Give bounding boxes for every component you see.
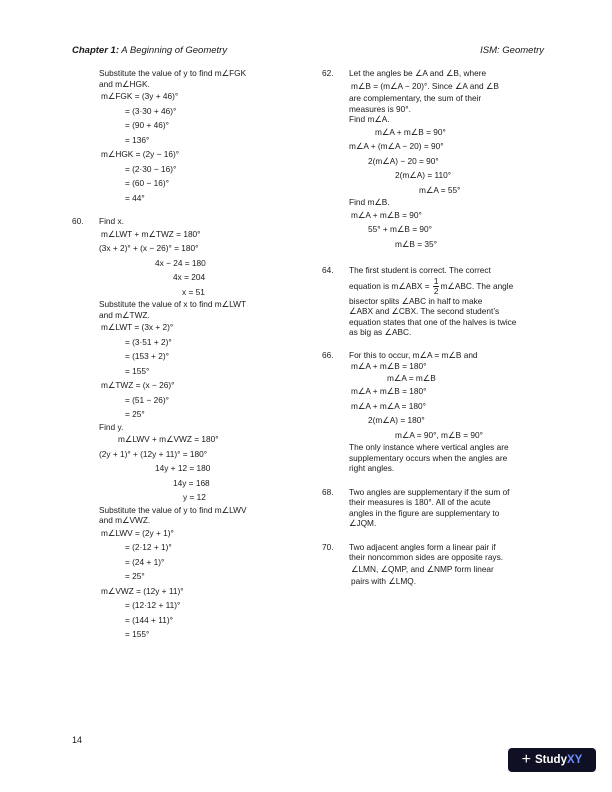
equation-line: m∠LWV = (2y + 1)° [101, 527, 174, 538]
equation-line: = 44° [125, 192, 145, 203]
text-line: For this to occur, m∠A = m∠B and [349, 349, 478, 360]
problem-64 [322, 265, 546, 338]
text-line: right angles. [349, 463, 395, 474]
equation-line: m∠HGK = (2y − 16)° [101, 149, 180, 159]
equation-prefix: equation is m∠ABX = [349, 280, 430, 291]
intro-line: and m∠VWZ. [99, 515, 151, 525]
equation-line: = (144 + 11)° [125, 614, 173, 625]
intro-line: Substitute the value of x to find m∠LWT [99, 299, 247, 309]
intro-line: and m∠TWZ. [99, 309, 150, 320]
plus-icon: + [521, 751, 532, 768]
text-line: Two angles are supplementary if the sum of [349, 486, 510, 497]
equation-line: = 25° [125, 409, 145, 419]
equation-line: 14y = 168 [173, 477, 210, 488]
fraction-denominator: 2 [433, 285, 439, 296]
equation-line: m∠A = 90°, m∠B = 90° [395, 429, 483, 440]
fraction-one-half [433, 277, 440, 296]
equation-line: m∠A = 55° [419, 184, 461, 195]
equation-line: m∠A + (m∠A − 20) = 90° [349, 141, 444, 151]
text-line: equation states that one of the halves is twice [349, 316, 517, 327]
equation-line: 4x − 24 = 180 [155, 257, 206, 268]
problem-number: 60. [72, 216, 84, 226]
equation-line: m∠A + m∠B = 90° [375, 126, 446, 137]
problem-60 [72, 216, 302, 642]
text-line: The only instance where vertical angles are [349, 442, 509, 453]
step-label: Find x. [99, 216, 124, 226]
equation-line: = (24 + 1)° [125, 556, 165, 567]
equation-line: m∠LWT = (3x + 2)° [101, 322, 174, 332]
step-label: Find m∠B. [349, 197, 390, 207]
problem-68 [322, 487, 546, 529]
intro-line: and m∠HGK. [99, 78, 150, 89]
equation-line: m∠A = m∠B [387, 373, 436, 384]
equation-line: m∠A + m∠B = 90° [351, 209, 422, 220]
text-line: ∠ABX and ∠CBX. The second student’s [349, 306, 500, 317]
equation-line: = (2·30 − 16)° [125, 163, 177, 174]
problem-number: 70. [322, 541, 334, 552]
text-line: ∠JQM. [349, 518, 377, 529]
equation-line: = (60 − 16)° [125, 178, 169, 188]
logo-text-xy: XY [566, 754, 583, 766]
equation-line: 2(m∠A) − 20 = 90° [368, 155, 439, 166]
equation-line: m∠FGK = (3y + 46)° [101, 91, 179, 101]
text-line: as big as ∠ABC. [349, 327, 412, 338]
equation-line: = (3·51 + 2)° [125, 336, 172, 347]
text-line: angles in the figure are supplementary to [349, 507, 500, 518]
problem-number: 62. [322, 68, 334, 78]
equation-line: (3x + 2)° + (x − 26)° = 180° [99, 243, 199, 253]
equation-line: m∠LWV + m∠VWZ = 180° [118, 434, 219, 444]
problem-number: 64. [322, 265, 334, 275]
equation-line: = (153 + 2)° [125, 351, 169, 361]
problem-number: 68. [322, 486, 334, 497]
text-line: are complementary, the sum of their [349, 93, 482, 103]
problem-62 [322, 68, 546, 251]
equation-line: = 155° [125, 629, 150, 639]
equation-line: m∠A + m∠A = 180° [351, 400, 426, 411]
text-line: ∠LMN, ∠QMP, and ∠NMP form linear [351, 563, 494, 574]
equation-line: m∠LWT + m∠TWZ = 180° [101, 228, 201, 239]
equation-line: x = 51 [182, 286, 205, 297]
equation-line: = 25° [125, 571, 145, 581]
left-column [72, 68, 302, 653]
text-line: their measures is 180°. All of the acute [349, 497, 491, 508]
problem-58-continued [72, 68, 302, 205]
problem-66 [322, 350, 546, 474]
equation-line: = (3·30 + 46)° [125, 105, 177, 116]
equation-line: m∠A + m∠B = 180° [351, 361, 427, 372]
equation-suffix: m∠ABC. The angle [440, 280, 514, 291]
step-label: Find y. [99, 421, 124, 432]
equation-line: 2(m∠A) = 180° [368, 415, 425, 426]
text-line: Let the angles be ∠A and ∠B, where [349, 68, 487, 78]
equation-line: m∠VWZ = (12y + 11)° [101, 585, 184, 596]
right-column [322, 68, 546, 598]
chapter-title: A Beginning of Geometry [121, 45, 228, 56]
chapter-label: Chapter 1: [72, 45, 119, 56]
equation-line: m∠B = 35° [395, 238, 437, 249]
equation-line: = (51 − 26)° [125, 394, 169, 405]
equation-line: 4x = 204 [173, 272, 206, 282]
page-header-chapter [72, 45, 227, 56]
logo-text-study: Study [535, 754, 567, 766]
text-line: pairs with ∠LMQ. [351, 575, 417, 586]
equation-line: (2y + 1)° + (12y + 11)° = 180° [99, 448, 208, 459]
equation-line: 55° + m∠B = 90° [368, 224, 432, 234]
fraction-numerator: 1 [433, 275, 439, 286]
equation-line: = (2·12 + 1)° [125, 542, 172, 552]
equation-line: = (12·12 + 11)° [125, 600, 181, 610]
equation-line: = 155° [125, 365, 150, 376]
text-line: m∠B = (m∠A − 20)°. Since ∠A and ∠B [351, 80, 499, 91]
text-line: their noncommon sides are opposite rays. [349, 552, 504, 563]
intro-line: Substitute the value of y to find m∠LWV [99, 504, 247, 515]
equation-line: 2(m∠A) = 110° [395, 170, 452, 180]
problem-number: 66. [322, 349, 334, 360]
equation-line: = 136° [125, 134, 150, 145]
equation-line: 14y + 12 = 180 [155, 463, 211, 473]
page-number: 14 [72, 735, 83, 745]
problem-70 [322, 542, 546, 587]
equation-line: m∠TWZ = (x − 26)° [101, 380, 175, 390]
text-line-with-fraction [349, 276, 546, 296]
equation-line: y = 12 [183, 492, 206, 502]
studyxy-logo [508, 748, 596, 772]
page-header-book: ISM: Geometry [480, 45, 544, 56]
step-label: Find m∠A. [349, 114, 390, 124]
text-line: The first student is correct. The correct [349, 265, 491, 275]
intro-line: Substitute the value of y to find m∠FGK [99, 68, 247, 78]
text-line: Two adjacent angles form a linear pair if [349, 541, 496, 552]
text-line: measures is 90°. [349, 103, 411, 114]
equation-line: = (90 + 46)° [125, 120, 169, 130]
equation-line: m∠A + m∠B = 180° [351, 386, 427, 397]
text-line: bisector splits ∠ABC in half to make [349, 295, 483, 306]
text-line: supplementary occurs when the angles are [349, 452, 508, 463]
